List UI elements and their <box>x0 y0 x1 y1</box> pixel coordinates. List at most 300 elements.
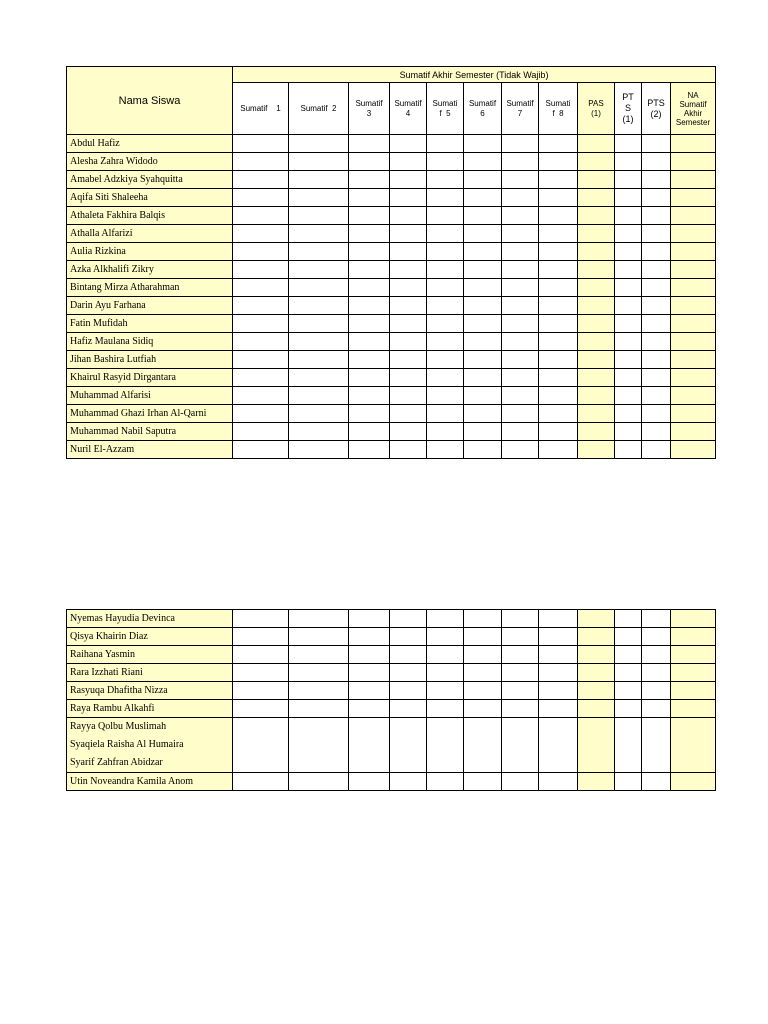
grade-cell[interactable] <box>502 664 539 682</box>
grade-cell[interactable] <box>642 333 671 351</box>
grade-cell[interactable] <box>642 225 671 243</box>
grade-cell[interactable] <box>464 315 502 333</box>
grade-cell[interactable] <box>671 261 716 279</box>
grade-cell[interactable] <box>233 441 289 459</box>
grade-cell[interactable] <box>642 189 671 207</box>
grade-cell[interactable] <box>539 610 578 628</box>
grade-cell[interactable] <box>427 664 464 682</box>
grade-cell[interactable] <box>289 441 349 459</box>
grade-cell[interactable] <box>671 718 716 773</box>
grade-cell[interactable] <box>349 387 390 405</box>
grade-cell[interactable] <box>390 153 427 171</box>
grade-cell[interactable] <box>671 369 716 387</box>
grade-cell[interactable] <box>233 315 289 333</box>
grade-cell[interactable] <box>427 369 464 387</box>
grade-cell[interactable] <box>539 664 578 682</box>
grade-cell[interactable] <box>349 279 390 297</box>
grade-cell[interactable] <box>289 405 349 423</box>
grade-cell[interactable] <box>671 682 716 700</box>
grade-cell[interactable] <box>671 189 716 207</box>
grade-cell[interactable] <box>464 333 502 351</box>
grade-cell[interactable] <box>390 297 427 315</box>
grade-cell[interactable] <box>390 171 427 189</box>
grade-cell[interactable] <box>233 297 289 315</box>
grade-cell[interactable] <box>390 243 427 261</box>
grade-cell[interactable] <box>427 261 464 279</box>
grade-cell[interactable] <box>427 153 464 171</box>
grade-cell[interactable] <box>289 387 349 405</box>
grade-cell[interactable] <box>349 333 390 351</box>
grade-cell[interactable] <box>464 243 502 261</box>
grade-cell[interactable] <box>539 423 578 441</box>
grade-cell[interactable] <box>390 718 427 773</box>
grade-cell[interactable] <box>233 351 289 369</box>
grade-cell[interactable] <box>349 297 390 315</box>
grade-cell[interactable] <box>502 646 539 664</box>
grade-cell[interactable] <box>464 441 502 459</box>
grade-cell[interactable] <box>671 405 716 423</box>
grade-cell[interactable] <box>642 261 671 279</box>
grade-cell[interactable] <box>539 387 578 405</box>
grade-cell[interactable] <box>642 610 671 628</box>
grade-cell[interactable] <box>390 628 427 646</box>
grade-cell[interactable] <box>615 773 642 791</box>
grade-cell[interactable] <box>502 189 539 207</box>
grade-cell[interactable] <box>578 387 615 405</box>
grade-cell[interactable] <box>615 628 642 646</box>
grade-cell[interactable] <box>539 135 578 153</box>
grade-cell[interactable] <box>464 628 502 646</box>
grade-cell[interactable] <box>615 261 642 279</box>
grade-cell[interactable] <box>615 315 642 333</box>
grade-cell[interactable] <box>502 243 539 261</box>
grade-cell[interactable] <box>390 225 427 243</box>
grade-cell[interactable] <box>427 646 464 664</box>
grade-cell[interactable] <box>502 315 539 333</box>
grade-cell[interactable] <box>502 441 539 459</box>
grade-cell[interactable] <box>615 153 642 171</box>
grade-cell[interactable] <box>539 171 578 189</box>
grade-cell[interactable] <box>615 171 642 189</box>
grade-cell[interactable] <box>615 369 642 387</box>
grade-cell[interactable] <box>578 773 615 791</box>
grade-cell[interactable] <box>427 189 464 207</box>
grade-cell[interactable] <box>615 207 642 225</box>
grade-cell[interactable] <box>233 423 289 441</box>
grade-cell[interactable] <box>349 700 390 718</box>
grade-cell[interactable] <box>390 646 427 664</box>
grade-cell[interactable] <box>390 333 427 351</box>
grade-cell[interactable] <box>464 135 502 153</box>
grade-cell[interactable] <box>539 333 578 351</box>
grade-cell[interactable] <box>539 243 578 261</box>
grade-cell[interactable] <box>464 423 502 441</box>
grade-cell[interactable] <box>615 297 642 315</box>
grade-cell[interactable] <box>349 664 390 682</box>
grade-cell[interactable] <box>390 682 427 700</box>
grade-cell[interactable] <box>642 628 671 646</box>
grade-cell[interactable] <box>390 387 427 405</box>
grade-cell[interactable] <box>349 351 390 369</box>
grade-cell[interactable] <box>349 682 390 700</box>
grade-cell[interactable] <box>502 207 539 225</box>
grade-cell[interactable] <box>390 369 427 387</box>
grade-cell[interactable] <box>390 315 427 333</box>
grade-cell[interactable] <box>615 135 642 153</box>
grade-cell[interactable] <box>502 279 539 297</box>
grade-cell[interactable] <box>349 405 390 423</box>
grade-cell[interactable] <box>502 700 539 718</box>
grade-cell[interactable] <box>539 351 578 369</box>
grade-cell[interactable] <box>390 351 427 369</box>
grade-cell[interactable] <box>233 646 289 664</box>
grade-cell[interactable] <box>349 153 390 171</box>
grade-cell[interactable] <box>578 610 615 628</box>
grade-cell[interactable] <box>615 387 642 405</box>
grade-cell[interactable] <box>233 153 289 171</box>
grade-cell[interactable] <box>233 225 289 243</box>
grade-cell[interactable] <box>390 207 427 225</box>
grade-cell[interactable] <box>642 664 671 682</box>
grade-cell[interactable] <box>642 369 671 387</box>
grade-cell[interactable] <box>390 405 427 423</box>
grade-cell[interactable] <box>502 628 539 646</box>
grade-cell[interactable] <box>615 405 642 423</box>
grade-cell[interactable] <box>578 171 615 189</box>
grade-cell[interactable] <box>671 315 716 333</box>
grade-cell[interactable] <box>539 369 578 387</box>
grade-cell[interactable] <box>427 207 464 225</box>
grade-cell[interactable] <box>642 423 671 441</box>
grade-cell[interactable] <box>615 351 642 369</box>
grade-cell[interactable] <box>233 664 289 682</box>
grade-cell[interactable] <box>502 297 539 315</box>
grade-cell[interactable] <box>289 610 349 628</box>
grade-cell[interactable] <box>289 189 349 207</box>
grade-cell[interactable] <box>464 261 502 279</box>
grade-cell[interactable] <box>502 773 539 791</box>
grade-cell[interactable] <box>233 369 289 387</box>
grade-cell[interactable] <box>539 225 578 243</box>
grade-cell[interactable] <box>502 171 539 189</box>
grade-cell[interactable] <box>289 628 349 646</box>
grade-cell[interactable] <box>427 387 464 405</box>
grade-cell[interactable] <box>289 261 349 279</box>
grade-cell[interactable] <box>233 387 289 405</box>
grade-cell[interactable] <box>671 700 716 718</box>
grade-cell[interactable] <box>578 405 615 423</box>
grade-cell[interactable] <box>671 333 716 351</box>
grade-cell[interactable] <box>349 225 390 243</box>
grade-cell[interactable] <box>289 423 349 441</box>
grade-cell[interactable] <box>464 189 502 207</box>
grade-cell[interactable] <box>349 646 390 664</box>
grade-cell[interactable] <box>289 682 349 700</box>
grade-cell[interactable] <box>289 153 349 171</box>
grade-cell[interactable] <box>578 682 615 700</box>
grade-cell[interactable] <box>233 628 289 646</box>
grade-cell[interactable] <box>502 135 539 153</box>
grade-cell[interactable] <box>642 207 671 225</box>
grade-cell[interactable] <box>671 243 716 261</box>
grade-cell[interactable] <box>464 646 502 664</box>
grade-cell[interactable] <box>539 700 578 718</box>
grade-cell[interactable] <box>578 315 615 333</box>
grade-cell[interactable] <box>539 441 578 459</box>
grade-cell[interactable] <box>615 610 642 628</box>
grade-cell[interactable] <box>642 405 671 423</box>
grade-cell[interactable] <box>578 700 615 718</box>
grade-cell[interactable] <box>427 718 464 773</box>
grade-cell[interactable] <box>615 718 642 773</box>
grade-cell[interactable] <box>578 297 615 315</box>
grade-cell[interactable] <box>349 423 390 441</box>
grade-cell[interactable] <box>233 718 289 773</box>
grade-cell[interactable] <box>578 441 615 459</box>
grade-cell[interactable] <box>289 369 349 387</box>
grade-cell[interactable] <box>539 153 578 171</box>
grade-cell[interactable] <box>502 718 539 773</box>
grade-cell[interactable] <box>539 682 578 700</box>
grade-cell[interactable] <box>233 773 289 791</box>
grade-cell[interactable] <box>427 351 464 369</box>
grade-cell[interactable] <box>233 243 289 261</box>
grade-cell[interactable] <box>642 315 671 333</box>
grade-cell[interactable] <box>289 700 349 718</box>
grade-cell[interactable] <box>502 387 539 405</box>
grade-cell[interactable] <box>349 315 390 333</box>
grade-cell[interactable] <box>671 135 716 153</box>
grade-cell[interactable] <box>390 610 427 628</box>
grade-cell[interactable] <box>427 171 464 189</box>
grade-cell[interactable] <box>464 297 502 315</box>
grade-cell[interactable] <box>464 718 502 773</box>
grade-cell[interactable] <box>289 315 349 333</box>
grade-cell[interactable] <box>464 405 502 423</box>
grade-cell[interactable] <box>464 664 502 682</box>
grade-cell[interactable] <box>390 700 427 718</box>
grade-cell[interactable] <box>427 135 464 153</box>
grade-cell[interactable] <box>539 297 578 315</box>
grade-cell[interactable] <box>578 333 615 351</box>
grade-cell[interactable] <box>578 207 615 225</box>
grade-cell[interactable] <box>464 369 502 387</box>
grade-cell[interactable] <box>642 682 671 700</box>
grade-cell[interactable] <box>427 297 464 315</box>
grade-cell[interactable] <box>427 243 464 261</box>
grade-cell[interactable] <box>671 351 716 369</box>
grade-cell[interactable] <box>578 718 615 773</box>
grade-cell[interactable] <box>642 243 671 261</box>
grade-cell[interactable] <box>464 387 502 405</box>
grade-cell[interactable] <box>539 646 578 664</box>
grade-cell[interactable] <box>502 405 539 423</box>
grade-cell[interactable] <box>578 628 615 646</box>
grade-cell[interactable] <box>642 718 671 773</box>
grade-cell[interactable] <box>464 153 502 171</box>
grade-cell[interactable] <box>502 261 539 279</box>
grade-cell[interactable] <box>642 153 671 171</box>
grade-cell[interactable] <box>671 297 716 315</box>
grade-cell[interactable] <box>464 207 502 225</box>
grade-cell[interactable] <box>390 135 427 153</box>
grade-cell[interactable] <box>349 441 390 459</box>
grade-cell[interactable] <box>289 773 349 791</box>
grade-cell[interactable] <box>427 610 464 628</box>
grade-cell[interactable] <box>390 773 427 791</box>
grade-cell[interactable] <box>642 279 671 297</box>
grade-cell[interactable] <box>349 207 390 225</box>
grade-cell[interactable] <box>390 423 427 441</box>
grade-cell[interactable] <box>233 189 289 207</box>
grade-cell[interactable] <box>615 664 642 682</box>
grade-cell[interactable] <box>233 610 289 628</box>
grade-cell[interactable] <box>615 700 642 718</box>
grade-cell[interactable] <box>615 423 642 441</box>
grade-cell[interactable] <box>539 261 578 279</box>
grade-cell[interactable] <box>464 225 502 243</box>
grade-cell[interactable] <box>578 351 615 369</box>
grade-cell[interactable] <box>349 773 390 791</box>
grade-cell[interactable] <box>642 646 671 664</box>
grade-cell[interactable] <box>642 171 671 189</box>
grade-cell[interactable] <box>539 207 578 225</box>
grade-cell[interactable] <box>671 628 716 646</box>
grade-cell[interactable] <box>289 135 349 153</box>
grade-cell[interactable] <box>390 261 427 279</box>
grade-cell[interactable] <box>615 682 642 700</box>
grade-cell[interactable] <box>502 610 539 628</box>
grade-cell[interactable] <box>390 279 427 297</box>
grade-cell[interactable] <box>502 333 539 351</box>
grade-cell[interactable] <box>289 279 349 297</box>
grade-cell[interactable] <box>427 423 464 441</box>
grade-cell[interactable] <box>615 333 642 351</box>
grade-cell[interactable] <box>233 333 289 351</box>
grade-cell[interactable] <box>289 171 349 189</box>
grade-cell[interactable] <box>289 333 349 351</box>
grade-cell[interactable] <box>671 207 716 225</box>
grade-cell[interactable] <box>671 773 716 791</box>
grade-cell[interactable] <box>502 369 539 387</box>
grade-cell[interactable] <box>464 773 502 791</box>
grade-cell[interactable] <box>642 351 671 369</box>
grade-cell[interactable] <box>578 664 615 682</box>
grade-cell[interactable] <box>502 153 539 171</box>
grade-cell[interactable] <box>539 279 578 297</box>
grade-cell[interactable] <box>671 279 716 297</box>
grade-cell[interactable] <box>427 700 464 718</box>
grade-cell[interactable] <box>427 405 464 423</box>
grade-cell[interactable] <box>642 700 671 718</box>
grade-cell[interactable] <box>233 207 289 225</box>
grade-cell[interactable] <box>615 441 642 459</box>
grade-cell[interactable] <box>349 135 390 153</box>
grade-cell[interactable] <box>578 423 615 441</box>
grade-cell[interactable] <box>615 225 642 243</box>
grade-cell[interactable] <box>289 225 349 243</box>
grade-cell[interactable] <box>671 646 716 664</box>
grade-cell[interactable] <box>464 682 502 700</box>
grade-cell[interactable] <box>671 387 716 405</box>
grade-cell[interactable] <box>464 700 502 718</box>
grade-cell[interactable] <box>642 441 671 459</box>
grade-cell[interactable] <box>289 207 349 225</box>
grade-cell[interactable] <box>289 351 349 369</box>
grade-cell[interactable] <box>464 610 502 628</box>
grade-cell[interactable] <box>390 189 427 207</box>
grade-cell[interactable] <box>539 189 578 207</box>
grade-cell[interactable] <box>349 610 390 628</box>
grade-cell[interactable] <box>233 700 289 718</box>
grade-cell[interactable] <box>578 279 615 297</box>
grade-cell[interactable] <box>502 682 539 700</box>
grade-cell[interactable] <box>349 189 390 207</box>
grade-cell[interactable] <box>289 718 349 773</box>
grade-cell[interactable] <box>578 369 615 387</box>
grade-cell[interactable] <box>233 171 289 189</box>
grade-cell[interactable] <box>578 243 615 261</box>
grade-cell[interactable] <box>233 261 289 279</box>
grade-cell[interactable] <box>539 315 578 333</box>
grade-cell[interactable] <box>464 351 502 369</box>
grade-cell[interactable] <box>615 189 642 207</box>
grade-cell[interactable] <box>427 333 464 351</box>
grade-cell[interactable] <box>427 225 464 243</box>
grade-cell[interactable] <box>642 297 671 315</box>
grade-cell[interactable] <box>642 773 671 791</box>
grade-cell[interactable] <box>539 628 578 646</box>
grade-cell[interactable] <box>642 387 671 405</box>
grade-cell[interactable] <box>671 664 716 682</box>
grade-cell[interactable] <box>349 718 390 773</box>
grade-cell[interactable] <box>349 628 390 646</box>
grade-cell[interactable] <box>578 646 615 664</box>
grade-cell[interactable] <box>671 441 716 459</box>
grade-cell[interactable] <box>233 279 289 297</box>
grade-cell[interactable] <box>615 646 642 664</box>
grade-cell[interactable] <box>427 315 464 333</box>
grade-cell[interactable] <box>349 261 390 279</box>
grade-cell[interactable] <box>427 279 464 297</box>
grade-cell[interactable] <box>578 261 615 279</box>
grade-cell[interactable] <box>578 153 615 171</box>
grade-cell[interactable] <box>671 423 716 441</box>
grade-cell[interactable] <box>427 441 464 459</box>
grade-cell[interactable] <box>464 279 502 297</box>
grade-cell[interactable] <box>349 369 390 387</box>
grade-cell[interactable] <box>427 682 464 700</box>
grade-cell[interactable] <box>615 243 642 261</box>
grade-cell[interactable] <box>233 682 289 700</box>
grade-cell[interactable] <box>502 423 539 441</box>
grade-cell[interactable] <box>671 153 716 171</box>
grade-cell[interactable] <box>539 773 578 791</box>
grade-cell[interactable] <box>289 243 349 261</box>
grade-cell[interactable] <box>289 297 349 315</box>
grade-cell[interactable] <box>578 189 615 207</box>
grade-cell[interactable] <box>578 225 615 243</box>
grade-cell[interactable] <box>671 610 716 628</box>
grade-cell[interactable] <box>539 718 578 773</box>
grade-cell[interactable] <box>671 225 716 243</box>
grade-cell[interactable] <box>390 664 427 682</box>
grade-cell[interactable] <box>289 646 349 664</box>
grade-cell[interactable] <box>642 135 671 153</box>
grade-cell[interactable] <box>502 351 539 369</box>
grade-cell[interactable] <box>289 664 349 682</box>
grade-cell[interactable] <box>671 171 716 189</box>
